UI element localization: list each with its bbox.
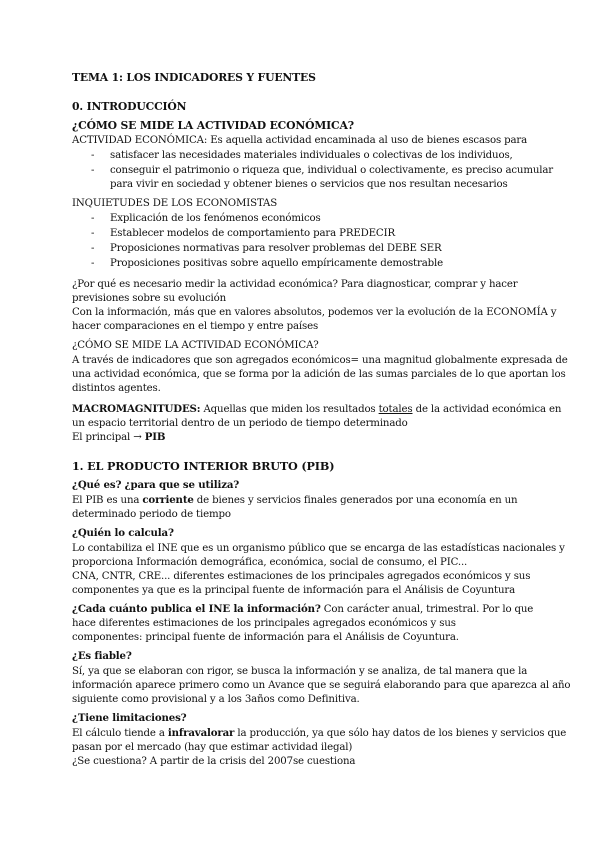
list-item: Explicación de los fenómenos económicos [110, 213, 321, 224]
list-item-continuation: para vivir en sociedad y obtener bienes o servicios que nos resultan necesarios [110, 179, 508, 190]
paragraph-line [72, 727, 566, 740]
question-heading: ¿Tiene limitaciones? [72, 712, 187, 724]
list-item: Establecer modelos de comportamiento para PREDECIR [110, 228, 395, 239]
paragraph-line: previsiones sobre su evolución [72, 293, 227, 304]
paragraph-line: proporciona Información demográfica, económica, social de consumo, el PIC... [72, 557, 468, 568]
text-span: de bienes y servicios finales generados por una economía en un [193, 495, 518, 506]
paragraph-line: componentes: principal fuente de información para el Análisis de Coyuntura. [72, 632, 459, 643]
section-1-heading: 1. EL PRODUCTO INTERIOR BRUTO (PIB) [72, 459, 335, 473]
list-item: Proposiciones normativas para resolver problemas del DEBE SER [110, 243, 442, 254]
paragraph-line: componentes ya que es la principal fuente de información para el Análisis de Coyuntura [72, 585, 515, 596]
bullet-marker: - [91, 213, 95, 224]
section-0-heading: 0. INTRODUCCIÓN [72, 100, 187, 113]
list-item: conseguir el patrimonio o riqueza que, individual o colectivamente, es preciso acumular [110, 165, 554, 176]
bold-word: corriente [142, 494, 194, 506]
paragraph-line [72, 603, 533, 616]
paragraph-line: información aparece primero como un Avance que se seguirá elaborando para que aparezca al año [72, 680, 571, 691]
bullet-marker: - [91, 228, 95, 239]
paragraph-line: distintos agentes. [72, 383, 161, 394]
list-item: Proposiciones positivas sobre aquello empíricamente demostrable [110, 258, 443, 269]
text-span: El principal [72, 432, 131, 443]
document-title: TEMA 1: LOS INDICADORES Y FUENTES [72, 71, 316, 84]
text-span: la producción, ya que sólo hay datos de los bienes y servicios que [234, 728, 567, 739]
paragraph-line [72, 494, 517, 507]
pib-label: PIB [144, 431, 166, 443]
paragraph-line: hace diferentes estimaciones de los principales agregados económicos y sus [72, 618, 456, 629]
paragraph-line: pasan por el mercado (hay que estimar actividad ilegal) [72, 742, 353, 753]
paragraph-line: hacer comparaciones en el tiempo y entre países [72, 321, 319, 332]
question-heading: ¿Es fiable? [72, 650, 132, 662]
paragraph-line: ¿Por qué es necesario medir la actividad económica? Para diagnosticar, comprar y hacer [72, 279, 518, 290]
question-heading: ¿Cada cuánto publica el INE la información? [72, 603, 321, 615]
text-span: El PIB es una [72, 495, 143, 506]
paragraph-line: Lo contabiliza el INE que es un organismo público que se encarga de las estadísticas nacionales y [72, 543, 565, 554]
paragraph-line: ¿Se cuestiona? A partir de la crisis del 2007se cuestiona [72, 756, 356, 767]
text-span: Aquellas que miden los resultados [200, 404, 379, 415]
paragraph-line: una actividad económica, que se forma por la adición de las sumas parciales de lo que aportan los [72, 369, 566, 380]
bullet-marker: - [91, 243, 95, 254]
list-item: satisfacer las necesidades materiales individuales o colectivas de los individuos, [110, 150, 513, 161]
text-span: de la actividad económica en [412, 404, 562, 415]
paragraph-line: determinado periodo de tiempo [72, 509, 231, 520]
question-line-2: ¿CÓMO SE MIDE LA ACTIVIDAD ECONÓMICA? [72, 340, 319, 351]
bullet-marker: - [91, 165, 95, 176]
macromagnitudes-line [72, 403, 561, 416]
paragraph-line: Sí, ya que se elaboran con rigor, se busca la información y se analiza, de tal manera que la [72, 666, 528, 677]
paragraph-line: Con la información, más que en valores absolutos, podemos ver la evolución de la ECONOMÍA y [72, 307, 557, 318]
paragraph-line: un espacio territorial dentro de un periodo de tiempo determinado [72, 418, 408, 429]
paragraph-line: siguiente como provisional y a los 3años como Definitiva. [72, 694, 360, 705]
macromagnitudes-label: MACROMAGNITUDES: [72, 403, 201, 415]
paragraph-line: CNA, CNTR, CRE... diferentes estimaciones de los principales agregados económicos y sus [72, 571, 531, 582]
text-span: El cálculo tiende a [72, 728, 168, 739]
bullet-marker: - [91, 258, 95, 269]
question-heading: ¿Qué es? ¿para que se utiliza? [72, 479, 240, 491]
question-heading-1: ¿CÓMO SE MIDE LA ACTIVIDAD ECONÓMICA? [72, 119, 354, 132]
subheading-inquietudes: INQUIETUDES DE LOS ECONOMISTAS [72, 198, 278, 209]
definition-line: ACTIVIDAD ECONÓMICA: Es aquella actividad encaminada al uso de bienes escasos para [72, 135, 528, 146]
paragraph-line: A través de indicadores que son agregados económicos= una magnitud globalmente expresada de [72, 355, 568, 366]
principal-line [72, 431, 165, 444]
underlined-word: totales [378, 404, 413, 415]
text-span: Con carácter anual, trimestral. Por lo que [320, 604, 534, 615]
question-heading: ¿Quién lo calcula? [72, 527, 174, 539]
bullet-marker: - [91, 150, 95, 161]
bold-word: infravalorar [167, 727, 235, 739]
arrow-icon: → [133, 432, 142, 443]
